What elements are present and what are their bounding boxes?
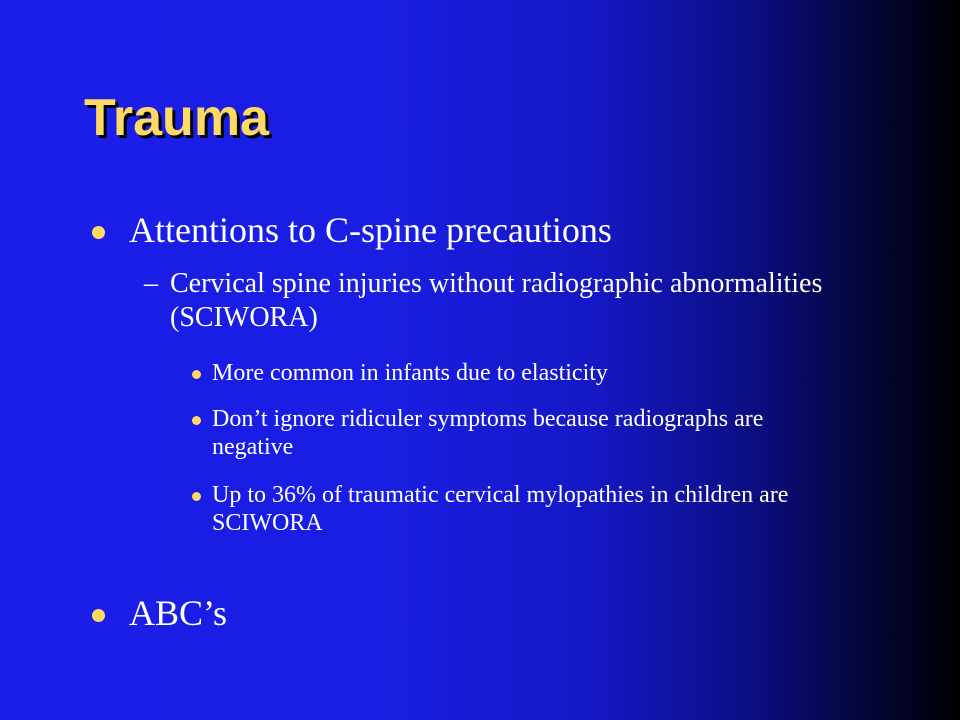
- sub-bullet-text: Cervical spine injuries without radiographic abnormalities (SCIWORA): [170, 268, 823, 333]
- sub-sub-bullet-text: Up to 36% of traumatic cervical mylopathies in children are SCIWORA: [212, 482, 789, 536]
- sub-sub-bullet-text: More common in infants due to elasticity: [212, 360, 608, 386]
- bullet-text: ABC’s: [129, 593, 228, 633]
- slide-title: Trauma: [84, 89, 269, 147]
- bullet-icon: [92, 226, 105, 239]
- bullet-icon: [192, 492, 201, 501]
- bullet-text: Attentions to C-spine precautions: [129, 210, 612, 250]
- sub-sub-bullet-text: Don’t ignore ridiculer symptoms because radiographs are negative: [212, 406, 764, 460]
- bullet-icon: [192, 370, 201, 379]
- bullet-icon: [92, 609, 105, 622]
- bullet-icon: [192, 416, 201, 425]
- dash-icon: –: [144, 268, 158, 299]
